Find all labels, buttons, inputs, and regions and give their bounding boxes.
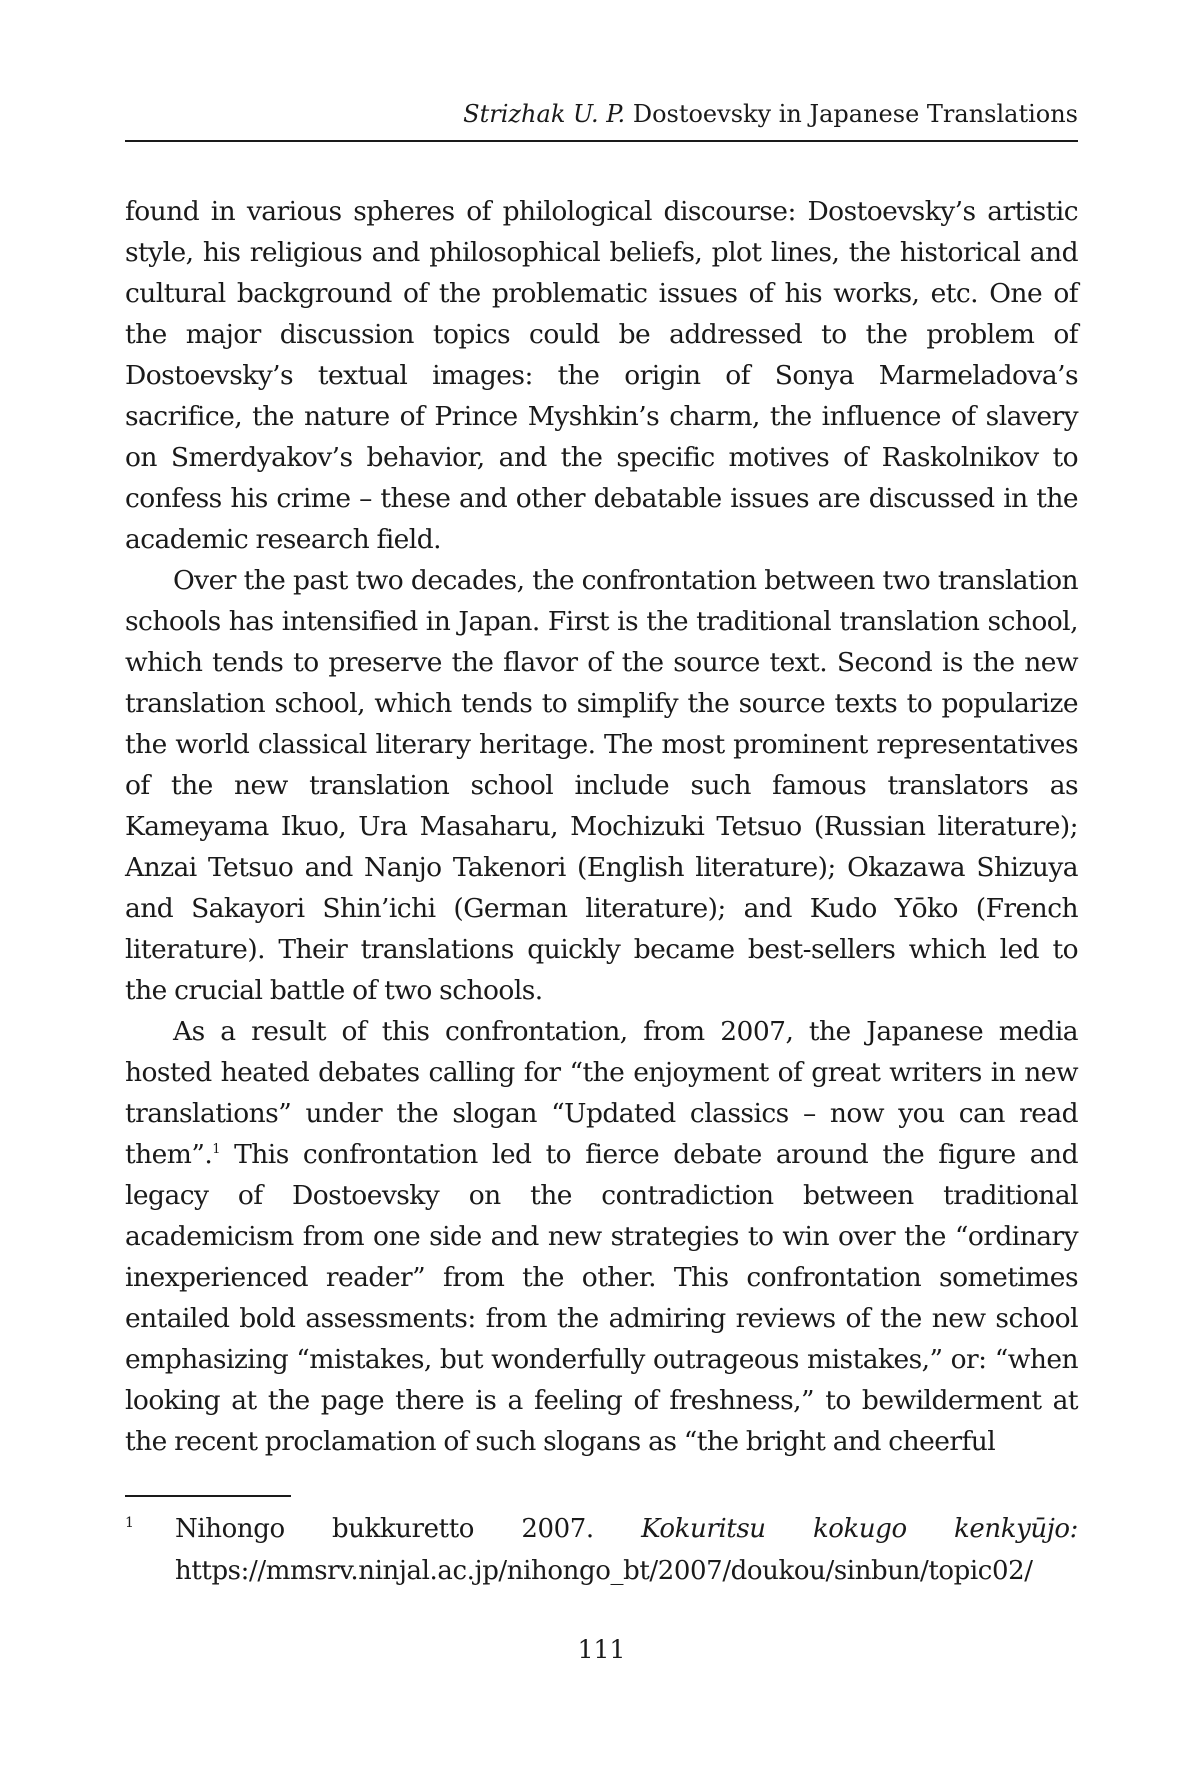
running-header xyxy=(463,98,1078,130)
article-body xyxy=(125,191,1078,1462)
header-author: Strizhak U. P. xyxy=(463,100,626,128)
paragraph-3-part-1: As a result of this confrontation, from 2007, the Japanese media hosted heated debates calling for “the enjoyment of great writers in new translations” under the slogan “Updated classics – now you can read them”. xyxy=(125,1016,1078,1170)
footnote-number: 1 xyxy=(125,1515,134,1531)
footnote-body xyxy=(175,1508,1078,1592)
paragraph-3-part-2: This confrontation led to fierce debate around the figure and legacy of Dostoevsky on the contradiction between traditional academicism from one side and new strategies to win over the “ordinary inexperienced reader” from the other. This confrontation sometimes entailed bold assessments: from the admiring reviews of the new school emphasizing “mistakes, but wonderfully outrageous mistakes,” or: “when looking at the page there is a feeling of freshness,” to bewilderment at the recent proclamation of such slogans as “the bright and cheerful xyxy=(125,1139,1078,1457)
header-rule xyxy=(125,140,1078,142)
paragraph-1: found in various spheres of philological discourse: Dostoevsky’s artistic style, his religious and philosophical beliefs, plot lines, the historical and cultural background of the problematic issues of his works, etc. One of the major discussion topics could be addressed to the problem of Dostoevsky’s textual images: the origin of Sonya Marmeladova’s sacrifice, the nature of Prince Myshkin’s charm, the influence of slavery on Smerdyakov’s behavior, and the specific motives of Raskolnikov to confess his crime – these and other debatable issues are discussed in the academic research field. xyxy=(125,196,1078,555)
header-title: Dostoevsky in Japanese Translations xyxy=(632,100,1078,128)
footnote-source: Nihongo bukkuretto 2007. xyxy=(175,1514,642,1544)
page-number: 111 xyxy=(577,1635,626,1664)
paragraph-3 xyxy=(125,1011,1078,1462)
page xyxy=(125,0,1078,1780)
footnote xyxy=(125,1508,1078,1592)
footnote-reference[interactable]: 1 xyxy=(212,1142,220,1158)
paragraph-2: Over the past two decades, the confrontation between two translation schools has intensified in Japan. First is the traditional translation school, which tends to preserve the flavor of the source text. Second is the new translation school, which tends to simplify the source texts to popularize the world classical literary heritage. The most prominent representatives of the new translation school include such famous translators as Kameyama Ikuo, Ura Masaharu, Mochizuki Tetsuo (Russian literature); Anzai Tetsuo and Nanjo Takenori (English literature); Okazawa Shizuya and Sakayori Shin’ichi (German literature); and Kudo Yōko (French literature). Their translations quickly became best-sellers which led to the crucial battle of two schools. xyxy=(125,565,1078,1006)
footnote-rule xyxy=(125,1495,291,1497)
footnote-title: Kokuritsu kokugo kenkyūjo: xyxy=(641,1514,1079,1544)
footnote-url[interactable]: https://mmsrv.ninjal.ac.jp/nihongo_bt/2007/doukou/sinbun/topic02/ xyxy=(175,1556,1033,1586)
